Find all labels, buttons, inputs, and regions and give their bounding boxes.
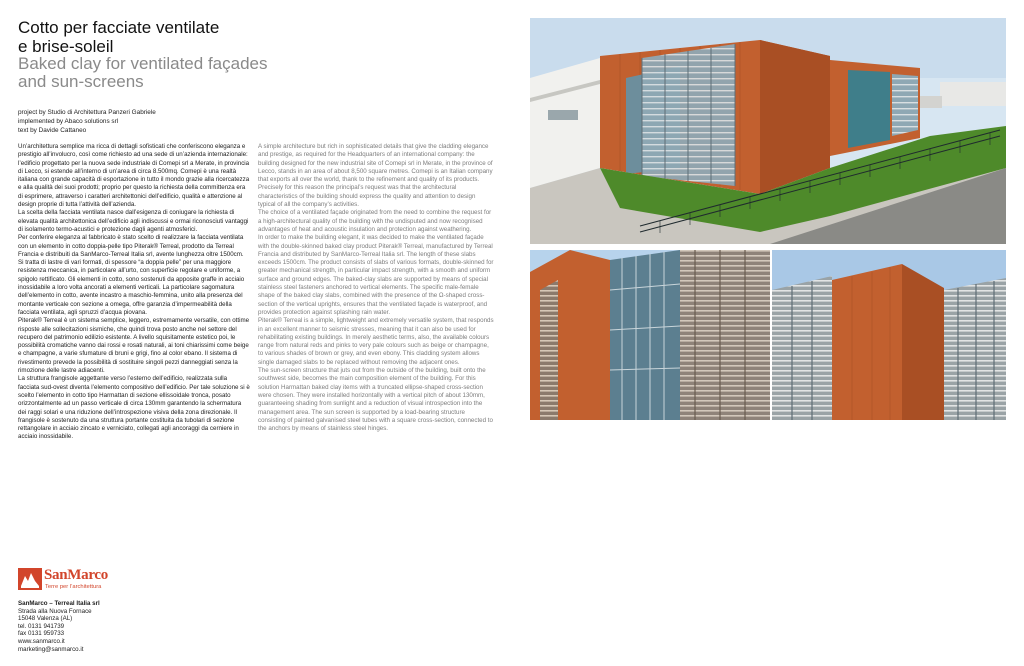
- paragraph-italian: Un’architettura semplice ma ricca di dettagli sofisticati che conferiscono eleganza e prestigio all’involucro, così come richiesto ad una sede di un’azienda internazionale: l’edificio progettato per la nuova sede industriale di Comepi srl a Merate, in provincia di Lecco, si estende all’interno di un’area di circa 8.500mq. Comepi è una realtà italiana con grande capacità di esportazione in tutto il mondo grazie alla ricercatezza e alla qualità dei suoi prodotti; proprio per questo la richiesta della committenza era di esprimere, attraverso i caratteri architettonici dell’edificio, qualità e attenzione al design proprie di tutta l’attività dell’azienda.: [18, 143, 250, 209]
- body-english-column: [258, 143, 494, 433]
- paragraph-english: The choice of a ventilated façade originated from the need to combine the request for a high-architectural quality of the building with the undisputed and now recognised advantages of heat and acoustic insulation and protection against weathering.: [258, 209, 492, 233]
- address-street: Strada alla Nuova Fornace: [18, 607, 92, 615]
- logo-tagline: Terre per l’architettura: [45, 584, 102, 590]
- paragraph-english: In order to make the building elegant, it was decided to make the ventilated façade with the double-skinned baked clay product Piterak® Terreal, manufactured by Terreal Francia and distributed by SanMarco-Terreal Italia srl. The length of these slabs exceeds 1500cm. The product consists of slabs of various formats, double-skinned for greater mechanical strength, in particular impact strength, with a smooth and uniform surface and ground edges. The baked-clay slabs are supported by means of special stainless steel fasteners anchored to vertical elements. The specific male-female shape of the baked clay slabs, combined with the presence of the Ω-shaped cross-section of the vertical uprights, ensures that the ventilated façade is waterproof, and provides protection against splashing rain water.: [258, 234, 494, 316]
- title-english-line1: Baked clay for ventilated façades: [18, 54, 268, 73]
- address-web[interactable]: www.sanmarco.it: [18, 637, 65, 645]
- paragraph-english: Piterak® Terreal is a simple, lightweight and extremely versatile system, that responds in an excellent manner to seismic stresses, meaning that it can also be used for rehabilitating existing buildings. In merely aesthetic terms, also, the available colours range from natural reds and pinks to very pale colours such as beige or champagne, to various shades of brown or grey, and even ebony. This cladding system allows single damaged slabs to be replaced without removing the adjacent ones.: [258, 317, 494, 366]
- logo-mark-icon: [18, 568, 42, 590]
- title-english-line2: and sun-screens: [18, 72, 144, 91]
- title-english: [18, 55, 318, 91]
- photo-building-overview: [530, 18, 1006, 244]
- address-tel: tel. 0131 941739: [18, 622, 65, 630]
- credit-text: text by Davide Cattaneo: [18, 127, 87, 135]
- paragraph-english: A simple architecture but rich in sophisticated details that give the cladding elegance and prestige, as required for the Headquarters of an international company: the building designed for the new industrial site of Comepi srl in Merate, in the province of Lecco, stands in an area of about 8,500 square metres. Comepi is an Italian company that exports all over the world, thank to the refinement and quality of its products. Precisely for this reason the principal’s request was that the architectural characteristics of the building should express the quality and attention to design typical of all the company’s activities.: [258, 143, 493, 209]
- paragraph-italian: La struttura frangisole aggettante verso l’esterno dell’edificio, realizzata sulla facciata sud-ovest diventa l’elemento compositivo dell’edificio. Per tale soluzione si è scelto l’elemento in cotto tipo Harmattan di sezione ellissoidale tronca, posato orizzontalmente ad un passo verticale di circa 130mm garantendo la schermatura dei raggi solari e una riduzione dell’introspezione visiva della zona direzionale. Il frangisole è sostenuto da una struttura portante costituita da tubolari di sezione rettangolare in acciaio zincato e verniciato, collegati agli ancoraggi da cerniere in acciaio inossidabile.: [18, 375, 250, 441]
- address-fax: fax 0131 959733: [18, 630, 65, 638]
- paragraph-italian: Per conferire eleganza al fabbricato è stato scelto di realizzare la facciata ventilata con un elemento in cotto doppia-pelle tipo Piterak® Terreal, prodotto da Terreal Francia e distribuiti da SanMarco-Terreal Italia srl, avente lunghezza oltre 1500cm. Si tratta di lastre di vari formati, di spessore “a doppia pelle” per una maggiore resistenza meccanica, in particolare all’urto, con superficie regolare e uniforme, a spigolo rettificato. Gli elementi in cotto, sono sostenuti da apposite graffe in acciaio inossidabile a loro volta ancorati a elementi verticali. La particolare sagomatura dell’elemento in cotto, avente incastro a maschio-femmina, unito alla presenza del montante verticale con sezione a omega, offre garanzia d’impermeabilità della facciata ventilata, agli spruzzi d’acqua piovana.: [18, 234, 245, 316]
- paragraph-italian: La scelta della facciata ventilata nasce dall’esigenza di coniugare la richiesta di elevata qualità architettonica dell’edificio agli indiscussi e ormai riconosciuti vantaggi di isolamento termo-acustici e protezione dagli agenti atmosferici.: [18, 209, 249, 233]
- paragraph-english: The sun-screen structure that juts out from the outside of the building, built onto the southwest side, becomes the main composition element of the building. For this solution Harmattan baked clay items with a truncated ellipse-shaped cross-section were chosen. They were installed horizontally with a vertical pitch of about 130mm, guaranteeing shading from sunlight and a reduction of visual introspection into the management area. The sun screen is supported by a load-bearing structure consisting of painted galvanised steel tubes with a square cross-section, connected to the anchors by means of stainless steel hinges.: [258, 367, 493, 433]
- credit-project: project by Studio di Architettura Panzeri Gabriele: [18, 109, 156, 116]
- body-italian-column: [18, 143, 250, 442]
- credits: [18, 108, 258, 136]
- address-block: [18, 600, 178, 653]
- title-italian: [18, 18, 318, 56]
- title-italian-line1: Cotto per facciate ventilate: [18, 18, 220, 37]
- address-city: 15048 Valenza (AL): [18, 615, 73, 623]
- credit-implementation: implemented by Abaco solutions srl: [18, 118, 119, 126]
- photo-facade-detail-right: [772, 250, 1006, 420]
- sanmarco-logo: [18, 568, 108, 592]
- photo-facade-detail-left: [530, 250, 770, 420]
- logo-name: SanMarco: [44, 567, 108, 583]
- address-company: SanMarco – Terreal Italia srl: [18, 600, 100, 607]
- title-italian-line2: e brise-soleil: [18, 37, 114, 56]
- address-email[interactable]: marketing@sanmarco.it: [18, 645, 84, 653]
- paragraph-italian: Piterak® Terreal è un sistema semplice, leggero, estremamente versatile, con ottime risposte alle sollecitazioni sismiche, che quindi trova posto anche nel settore del recupero del patrimonio edilizio esistente. A livello squisitamente estetico poi, le possibilità cromatiche vanno dai rossi e rosati naturali, ai toni chiarissimi come beige e champagne, a varie sfumature di bruni e grigi, fino al color ebano. Il sistema di rivestimento prevede la possibilità di sostituire singoli pezzi danneggiati senza la rimozione delle lastre adiacenti.: [18, 317, 250, 375]
